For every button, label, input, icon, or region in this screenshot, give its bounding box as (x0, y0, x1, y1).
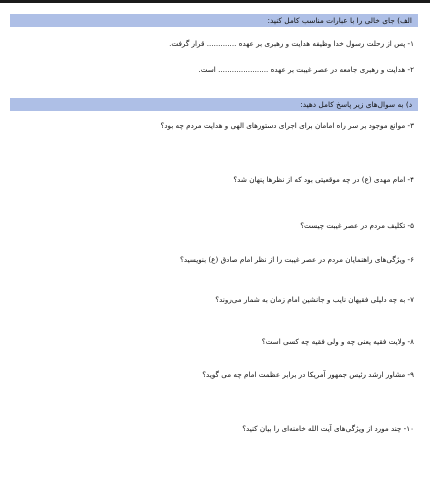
question-6: ۶- ویژگی‌های راهنمایان مردم در عصر غیبت را از نظر امام صادق (ع) بنویسید؟ (180, 255, 414, 264)
question-10: ۱۰- چند مورد از ویژگی‌های آیت الله خامنه‌ای را بیان کنید؟ (242, 424, 414, 433)
question-7: ۷- به چه دلیلی فقیهان نایب و جانشین امام زمان به شمار می‌روند؟ (215, 295, 414, 304)
question-4: ۴- امام مهدی (ع) در چه موقعیتی بود که از نظرها پنهان شد؟ (233, 175, 414, 184)
question-9: ۹- مشاور ارشد رئیس جمهور آمریکا در برابر عظمت امام چه می گوید؟ (202, 370, 414, 379)
fill-blank-item-2: ۲- هدایت و رهبری جامعه در عصر غیبت بر عهده ...................... است. (198, 65, 414, 74)
question-8: ۸- ولایت فقیه یعنی چه و ولی فقیه چه کسی است؟ (261, 337, 414, 346)
section-a-header: الف) جای خالی را با عبارات مناسب کامل کنید: (10, 14, 418, 27)
question-3: ۳- موانع موجود بر سر راه امامان برای اجرای دستورهای الهی و هدایت مردم چه بود؟ (160, 121, 414, 130)
fill-blank-item-1: ۱- پس از رحلت رسول خدا وظیفه هدایت و رهبری بر عهده ............. قرار گرفت. (169, 39, 414, 48)
section-d-header: د) به سوال‌های زیر پاسخ کامل دهید: (10, 98, 418, 111)
question-5: ۵- تکلیف مردم در عصر غیبت چیست؟ (300, 221, 414, 230)
